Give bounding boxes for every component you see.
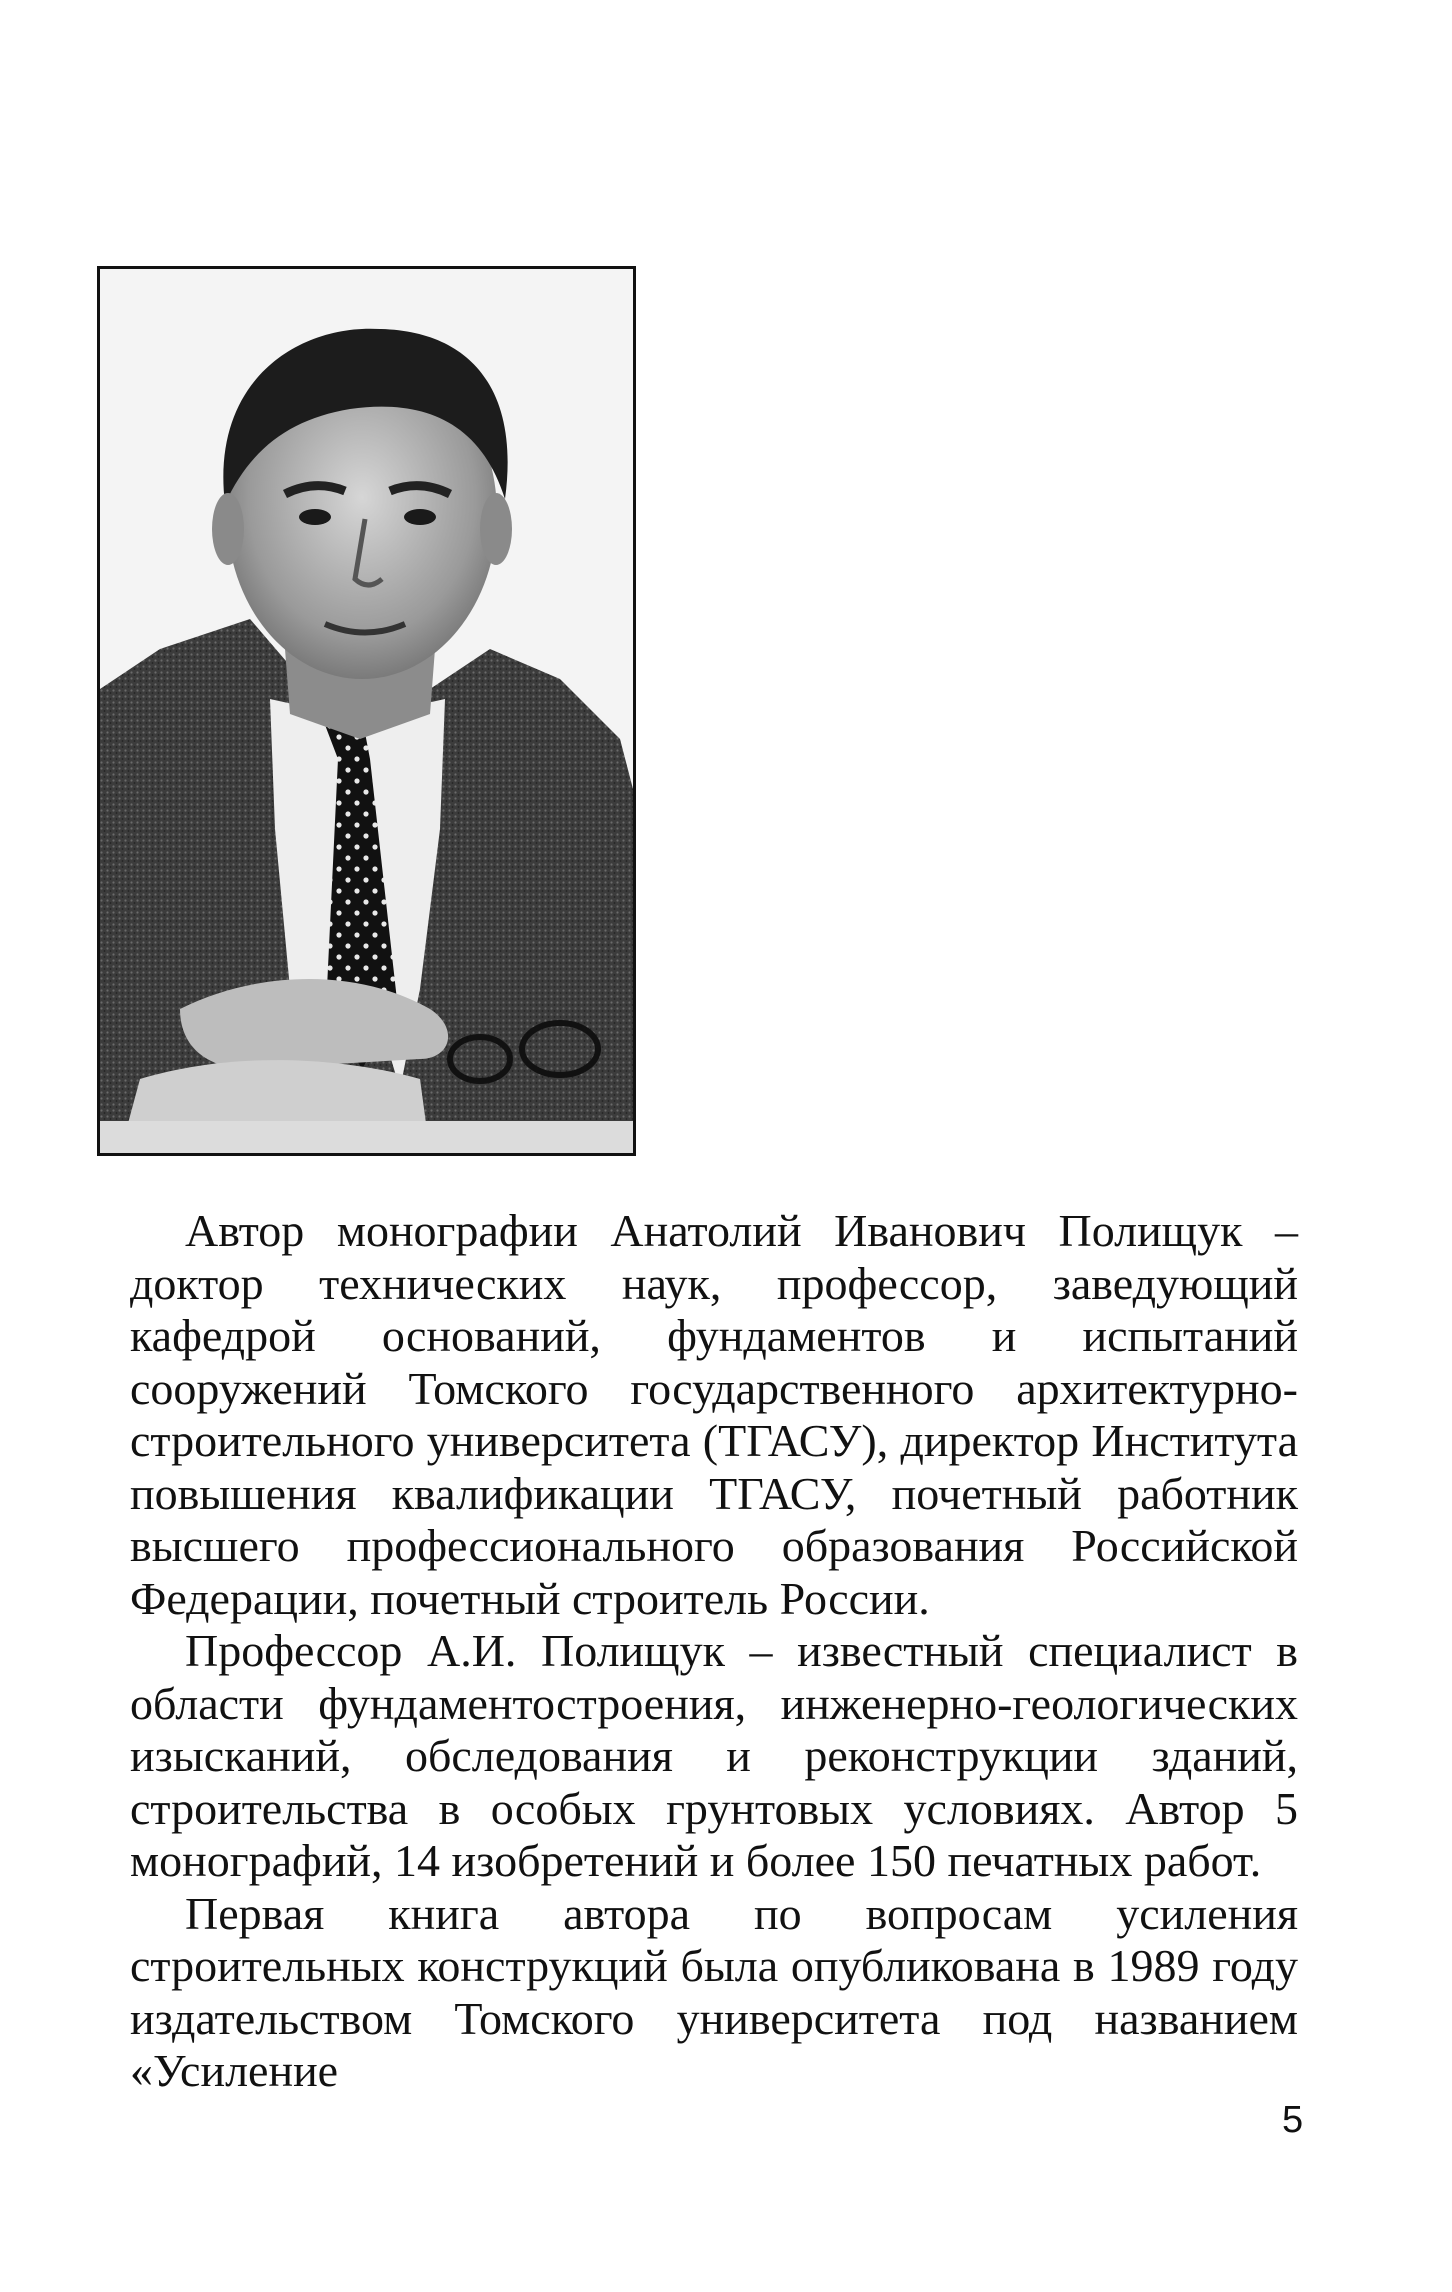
author-portrait xyxy=(97,266,636,1156)
author-biography xyxy=(130,1205,1298,2098)
author-portrait-icon xyxy=(100,269,633,1153)
biography-paragraph-1: Автор монографии Анатолий Иванович Полищук – доктор технических наук, профессор, заведующий кафедрой оснований, фундаментов и испытаний сооружений Томского государственного архитектурно-строительного университета (ТГАСУ), директор Института повышения квалификации ТГАСУ, почетный работник высшего профессионального образования Российской Федерации, почетный строитель России. xyxy=(130,1205,1298,1624)
biography-paragraph-2: Профессор А.И. Полищук – известный специалист в области фундаментостроения, инженерно-геологических изысканий, обследования и реконструкции зданий, строительства в особых грунтовых условиях. Автор 5 монографий, 14 изобретений и более 150 печатных работ. xyxy=(130,1625,1298,1886)
page-number: 5 xyxy=(1282,2099,1304,2141)
biography-paragraph-3: Первая книга автора по вопросам усиления строительных конструкций была опубликована в 1989 году издательством Томского университета под названием «Усиление xyxy=(130,1887,1298,2096)
